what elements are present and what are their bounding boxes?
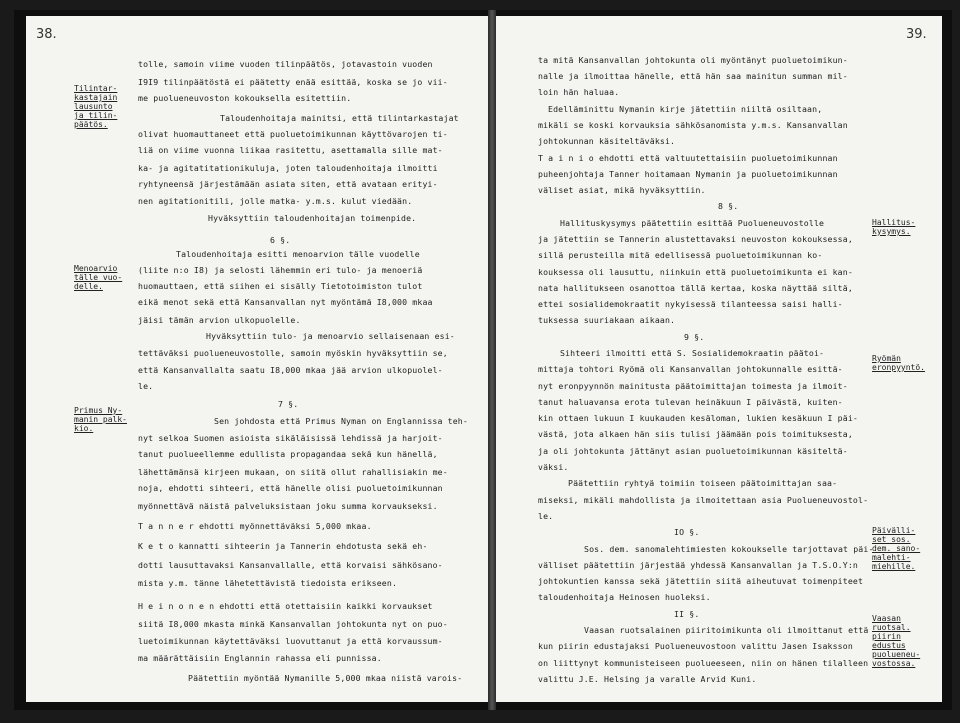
- text-line: taloudenhoitaja Heinosen huoleksi.: [538, 592, 711, 602]
- text-line: K e t o kannatti sihteerin ja Tannerin ehdotusta sekä eh-: [138, 541, 428, 551]
- text-line: johtokuntien kanssa sekä jätettiin siitä aiheutuvat toimenpiteet: [538, 576, 864, 586]
- text-line: Taloudenhoitaja mainitsi, että tilintarkastajat: [220, 113, 459, 123]
- text-line: T a i n i o ehdotti että valtuutettaisiin puoluetoimikunnan: [538, 153, 838, 163]
- text-line: Vaasan ruotsalainen piiritoimikunta oli ilmoittanut että: [584, 625, 869, 635]
- text-line: 6 §.: [270, 235, 291, 245]
- text-line: liä on viime vuonna liikaa rasitettu, asettamalla sille mat-: [138, 145, 443, 155]
- text-line: nyt eronpyynnön mainitusta päätoimittajan toimesta ja ilmoit-: [538, 381, 848, 391]
- text-line: tuksessa suuriakaan aikaan.: [538, 315, 676, 325]
- text-line: on liittynyt kommunisteiseen puolueeseen, niin on hänen tilalleen: [538, 658, 869, 668]
- text-line: dotti lausuttavaksi Kansanvallalle, että korvaisi sähkösano-: [138, 560, 443, 570]
- text-line: 9 §.: [684, 332, 705, 342]
- text-line: ryhtyneensä järjestämään asiata siten, että avataan erityi-: [138, 179, 438, 189]
- text-line: huomauttaen, että siihen ei sisälly Tietotoimiston tulot: [138, 281, 423, 291]
- text-line: ta mitä Kansanvallan johtokunta oli myöntänyt puoluetoimikun-: [538, 55, 848, 65]
- text-line: noja, ehdotti sihteeri, että hänelle olisi puoluetoimikunnan: [138, 483, 443, 493]
- text-line: nalle ja ilmoittaa hänelle, että hän saa mainitun summan mil-: [538, 71, 848, 81]
- text-line: luetoimikunnan käytettäväksi luovuttanut ja että korvaussum-: [138, 636, 443, 646]
- text-line: nata hallitukseen osanottoa tällä kertaa, koska näyttää siltä,: [538, 283, 853, 293]
- text-line: Hyväksyttiin tulo- ja menoarvio sellaisenaan esi-: [206, 331, 455, 341]
- text-line: Päätettiin ryhtyä toimiin toiseen päätoimittajan saa-: [568, 478, 838, 488]
- text-line: tolle, samoin viime vuoden tilinpäätös, jotavastoin vuoden: [138, 59, 433, 69]
- text-line: tettäväksi puolueneuvostolle, samoin myöskin hyväksyttiin se,: [138, 348, 448, 358]
- text-line: Sos. dem. sanomalehtimiesten kokoukselle tarjottavat päi-: [584, 544, 874, 554]
- text-line: nen agitationitili, jolle matka- y.m.s. kulut viedään.: [138, 196, 413, 206]
- text-line: mista y.m. tänne lähetettävistä tiedoista erikseen.: [138, 578, 398, 588]
- text-line: väksi.: [538, 462, 569, 472]
- text-line: ka- ja agitatitationikuluja, joten taloudenhoitaja ilmoitti: [138, 163, 438, 173]
- text-line: tanut puolueellemme edullista propagandaa sekä kun hänellä,: [138, 449, 438, 459]
- book-spread: [14, 10, 952, 710]
- text-line: Hyväksyttiin taloudenhoitajan toimenpide.: [208, 213, 417, 223]
- book-gutter: [488, 10, 496, 710]
- text-line: IO §.: [674, 527, 700, 537]
- text-line: 7 §.: [278, 399, 299, 409]
- text-line: puheenjohtaja Tanner hoitamaan Nymanin ja puoluetoimikunnan: [538, 169, 838, 179]
- text-line: T a n n e r ehdotti myönnettäväksi 5,000 mkaa.: [138, 521, 372, 531]
- text-line: kin ottaen lukuun I kuukauden kesäloman, lukien kesäkuun I päi-: [538, 413, 858, 423]
- text-line: kouksessa oli lausuttu, niinkuin että puoluetoimikunta ei kan-: [538, 267, 853, 277]
- text-line: eikä menot sekä että Kansanvallan nyt myöntämä I8,000 mkaa: [138, 297, 433, 307]
- page-number: 39.: [906, 27, 927, 42]
- text-line: le.: [538, 511, 554, 521]
- text-line: jäisi tämän arvion ulkopuolelle.: [138, 315, 301, 325]
- margin-note: Päivälli- set sos. dem. sano- malehti- miehille.: [872, 526, 921, 571]
- text-line: Sen johdosta että Primus Nyman on Englannissa teh-: [214, 416, 468, 426]
- text-line: H e i n o n e n ehdotti että otettaisiin kaikki korvaukset: [138, 601, 433, 611]
- text-line: I9I9 tilinpäätöstä ei päätetty enää esittää, koska se jo vii-: [138, 77, 448, 87]
- text-line: johtokunnan käsiteltäväksi.: [538, 136, 676, 146]
- text-line: (liite n:o I8) ja selosti lähemmin eri tulo- ja menoeriä: [138, 265, 423, 275]
- margin-note: Hallitus- kysymys.: [872, 218, 916, 236]
- margin-note: Primus Ny- manin palk- kio.: [74, 406, 127, 433]
- text-line: väliset asiat, mikä hyväksyttiin.: [538, 185, 706, 195]
- text-line: mittaja tohtori Ryömä oli Kansanvallan johtokunnalle esittä-: [538, 364, 843, 374]
- right-page: [496, 16, 942, 702]
- text-line: ma määrättäisiin Englannin rahassa eli punnissa.: [138, 653, 382, 663]
- margin-note: Tilintar- kastajain lausunto ja tilin- päätös.: [74, 84, 118, 129]
- text-line: olivat huomauttaneet että puoluetoimikunnan käyttövarojen ti-: [138, 129, 448, 139]
- text-line: valittu J.E. Helsing ja varalle Arvid Kuni.: [538, 674, 757, 684]
- text-line: Sihteeri ilmoitti että S. Sosialidemokraatin päätoi-: [560, 348, 825, 358]
- text-line: ja oli johtokunta jättänyt asian puoluetoimikunnan käsiteltä-: [538, 446, 848, 456]
- text-line: Päätettiin myöntää Nymanille 5,000 mkaa niistä varois-: [188, 673, 463, 683]
- margin-note: Menoarvio tälle vuo- delle.: [74, 264, 123, 291]
- text-line: sillä perusteilla mitä edellisessä puoluetoimikunnan ko-: [538, 250, 823, 260]
- text-line: loin hän haluaa.: [538, 87, 620, 97]
- text-line: myönnettävä näistä palveluksistaan joku summa korvaukseksi.: [138, 501, 438, 511]
- text-line: le.: [138, 381, 154, 391]
- text-line: kun piirin edustajaksi Puolueneuvostoon valittu Jasen Isaksson: [538, 641, 853, 651]
- text-line: 8 §.: [718, 201, 739, 211]
- text-line: Edelläminittu Nymanin kirje jätettiin niiltä osiltaan,: [548, 104, 823, 114]
- margin-note: Ryömän eronpyyntö.: [872, 354, 925, 372]
- margin-note: Vaasan ruotsal. piirin edustus puolueneu- vostossa.: [872, 614, 921, 668]
- text-line: tanut haluavansa erota tulevan heinäkuun I päivästä, kuiten-: [538, 397, 843, 407]
- text-line: ettei sosialidemokraatit nykyisessä tilanteessa saisi halli-: [538, 299, 843, 309]
- text-line: siitä I8,000 mkasta minkä Kansanvallan johtokunta nyt on puo-: [138, 619, 448, 629]
- text-line: lähettämänsä kirjeen mukaan, on siitä ollut rahallisiakin me-: [138, 467, 448, 477]
- text-line: me puolueneuvoston kokouksella esitettiin.: [138, 93, 352, 103]
- text-line: ja jätettiin se Tannerin alustettavaksi neuvoston kokouksessa,: [538, 234, 853, 244]
- text-line: Taloudenhoitaja esitti menoarvion tälle vuodelle: [176, 249, 420, 259]
- text-line: mikäli se koski korvauksia sähkösanomista y.m.s. Kansanvallan: [538, 120, 848, 130]
- text-line: välliset päätettiin järjestää yhdessä Kansanvallan ja T.S.O.Y:n: [538, 560, 858, 570]
- left-page: [26, 16, 488, 702]
- text-line: västä, jota alkaen hän siis tulisi jäämään pois toimituksesta,: [538, 429, 853, 439]
- page-number: 38.: [36, 27, 57, 42]
- text-line: II §.: [674, 609, 700, 619]
- text-line: Hallituskysymys päätettiin esittää Puolueneuvostolle: [560, 218, 825, 228]
- text-line: että Kansanvallalta saatu I8,000 mkaa jää arvion ulkopuolel-: [138, 365, 443, 375]
- text-line: miseksi, mikäli mahdollista ja ilmoitettaan asia Puolueneuvostol-: [538, 495, 869, 505]
- text-line: nyt selkoa Suomen asioista sikäläisissä lehdissä ja harjoit-: [138, 433, 443, 443]
